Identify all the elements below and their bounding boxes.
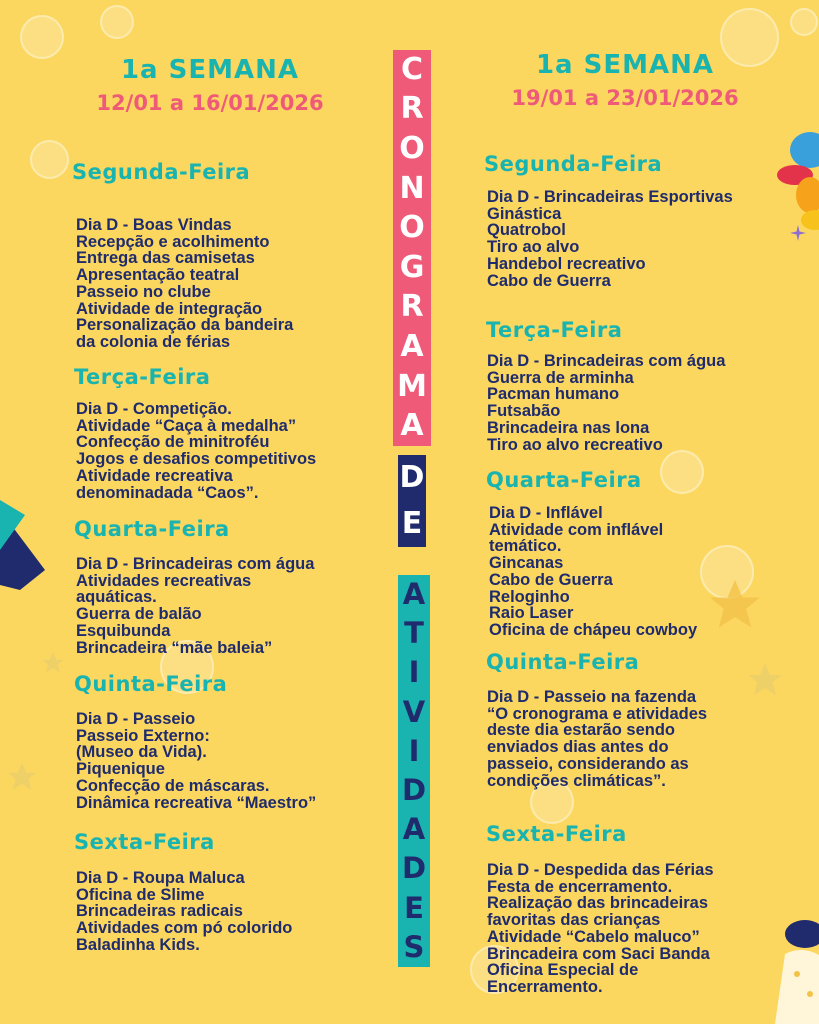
right-day-heading: Terça-Feira [486, 318, 623, 342]
right-day-activities [487, 189, 733, 289]
activity-item: Realização das brincadeiras [487, 894, 709, 913]
right-day-activities [487, 353, 725, 453]
activity-item: Brincadeira nas lona [487, 418, 650, 437]
left-day-activities [76, 556, 314, 656]
activity-item: Brincadeira com Saci Banda [487, 944, 710, 963]
activity-item: Handebol recreativo [487, 254, 646, 273]
right-day-activities [487, 862, 714, 996]
cronograma-banner [393, 50, 431, 446]
decorative-bubble [20, 15, 64, 59]
activity-item: enviados dias antes do [487, 738, 669, 757]
pennant-decoration [0, 490, 50, 600]
activity-item: Dia D - Roupa Maluca [76, 869, 245, 887]
right-day-activities [487, 689, 707, 789]
banner-letter: R [400, 289, 424, 325]
activity-item: Cabo de Guerra [489, 570, 613, 589]
activity-item: Ginástica [487, 204, 562, 223]
activity-item: Dia D - Passeio [76, 710, 196, 728]
activity-item: Tiro ao alvo recreativo [487, 435, 663, 454]
activity-item: Raio Laser [489, 604, 574, 623]
activity-item: Passeio no clube [76, 282, 211, 301]
activity-item: Dia D - Despedida das Férias [487, 861, 714, 879]
banner-letter: A [402, 577, 426, 612]
activity-item: Dinâmica recreativa “Maestro” [76, 793, 317, 812]
banner-letter: D [401, 773, 427, 808]
activity-item: Recepção e acolhimento [76, 232, 270, 251]
activity-item: Pacman humano [487, 385, 620, 404]
activity-item: da colonia de férias [76, 332, 231, 351]
right-day-heading: Segunda-Feira [484, 152, 663, 176]
activity-item: Personalização da bandeira [76, 316, 294, 335]
activity-item: Jogos e desafios competitivos [76, 450, 317, 469]
activity-item: (Museo da Vida). [76, 743, 207, 762]
activity-item: Piquenique [76, 760, 165, 779]
activity-item: Oficina Especial de [487, 961, 639, 980]
activity-item: Oficina de chápeu cowboy [489, 620, 698, 639]
activity-item: Guerra de balão [76, 605, 202, 624]
left-day-heading: Quarta-Feira [74, 517, 230, 541]
activity-item: Brincadeiras radicais [76, 902, 243, 921]
activity-item: Dia D - Inflável [489, 504, 603, 522]
flower-decoration [770, 120, 819, 240]
right-week-header [470, 50, 780, 110]
activity-item: aquáticas. [76, 588, 157, 607]
activity-item: Dia D - Brincadeiras Esportivas [487, 188, 733, 206]
star-icon [705, 575, 765, 635]
banner-letter: E [401, 506, 423, 541]
activity-item: Atividade recreativa [76, 466, 233, 485]
activity-item: Atividade “Cabelo maluco” [487, 927, 700, 946]
activity-item: “O cronograma e atividades [487, 704, 708, 723]
activity-item: Confecção de máscaras. [76, 776, 270, 795]
left-day-activities [76, 401, 316, 501]
banner-letter: D [401, 851, 427, 886]
decorative-bubble [30, 140, 69, 179]
activity-item: Esquibunda [76, 621, 171, 640]
activity-item: Atividades com pó colorido [76, 919, 293, 938]
banner-letter: G [399, 249, 425, 285]
de-banner [398, 455, 426, 547]
left-day-heading: Sexta-Feira [74, 830, 215, 854]
sparkle-icon [790, 225, 806, 241]
banner-letter: V [402, 694, 426, 729]
star-icon [745, 660, 785, 700]
banner-letter: A [400, 328, 424, 364]
banner-letter: A [402, 812, 426, 847]
activity-item: Cabo de Guerra [487, 271, 611, 290]
left-day-activities [76, 711, 316, 811]
banner-letter: E [404, 890, 424, 925]
activity-item: Atividade de integração [76, 299, 263, 318]
activity-item: deste dia estarão sendo [487, 721, 675, 740]
left-day-heading: Segunda-Feira [72, 160, 251, 184]
activity-item: Dia D - Brincadeiras com água [76, 555, 315, 573]
left-day-heading: Terça-Feira [74, 365, 211, 389]
left-day-activities [76, 870, 292, 954]
activity-item: Gincanas [489, 554, 564, 573]
decorative-bubble [100, 5, 134, 39]
activity-item: Futsabão [487, 402, 561, 421]
decorative-bubble [790, 8, 818, 36]
activity-item: Dia D - Brincadeiras com água [487, 352, 726, 370]
activity-item: Reloginho [489, 587, 570, 606]
left-week-dates: 12/01 a 16/01/2026 [96, 91, 324, 115]
right-week-title: 1a SEMANA [535, 50, 715, 80]
banner-letter: S [403, 929, 425, 964]
banner-letter: O [399, 210, 425, 246]
banner-letter: I [408, 733, 420, 768]
banner-letter: O [399, 130, 425, 166]
activity-item: temático. [489, 537, 562, 556]
activity-item: Festa de encerramento. [487, 877, 673, 896]
right-week-dates: 19/01 a 23/01/2026 [511, 86, 739, 110]
activity-item: Atividade “Caça à medalha” [76, 416, 297, 435]
activity-item: Atividade com inflável [489, 520, 664, 539]
activity-item: Baladinha Kids. [76, 935, 200, 954]
banner-letter: T [404, 616, 424, 651]
activity-item: Dia D - Passeio na fazenda [487, 688, 697, 706]
banner-letter: R [400, 91, 424, 127]
activity-item: passeio, considerando as [487, 754, 689, 773]
decorative-bubble [660, 450, 704, 494]
activity-item: Passeio Externo: [76, 726, 210, 745]
star-icon [40, 650, 66, 676]
banner-letter: N [399, 170, 425, 206]
right-day-activities [489, 505, 697, 639]
star-icon [5, 760, 39, 794]
activity-item: denominadada “Caos”. [76, 483, 259, 502]
activity-item: Apresentação teatral [76, 266, 240, 285]
left-day-activities [76, 217, 293, 351]
banner-letter: M [397, 368, 427, 404]
character-decoration [775, 914, 819, 1024]
right-day-heading: Quinta-Feira [486, 650, 640, 674]
atividades-banner [398, 575, 430, 967]
right-day-heading: Sexta-Feira [486, 822, 627, 846]
activity-item: Entrega das camisetas [76, 249, 255, 268]
activity-item: condições climáticas”. [487, 771, 666, 790]
activity-item: Dia D - Competição. [76, 400, 232, 418]
activity-item: Confecção de minitroféu [76, 433, 270, 452]
banner-letter: C [400, 51, 424, 87]
left-week-title: 1a SEMANA [120, 55, 300, 85]
banner-letter: D [399, 460, 425, 495]
activity-item: Tiro ao alvo [487, 238, 580, 257]
activity-item: favoritas das crianças [487, 911, 661, 930]
banner-letter: I [408, 655, 420, 690]
activity-item: Oficina de Slime [76, 885, 205, 904]
banner-letter: A [400, 408, 424, 444]
activity-item: Brincadeira “mãe baleia” [76, 638, 273, 657]
activity-item: Quatrobol [487, 221, 566, 240]
left-day-heading: Quinta-Feira [74, 672, 228, 696]
right-day-heading: Quarta-Feira [486, 468, 642, 492]
activity-item: Dia D - Boas Vindas [76, 216, 232, 234]
activity-item: Guerra de arminha [487, 368, 634, 387]
activity-item: Atividades recreativas [76, 571, 252, 590]
activity-item: Encerramento. [487, 977, 603, 996]
left-week-header [60, 55, 360, 115]
